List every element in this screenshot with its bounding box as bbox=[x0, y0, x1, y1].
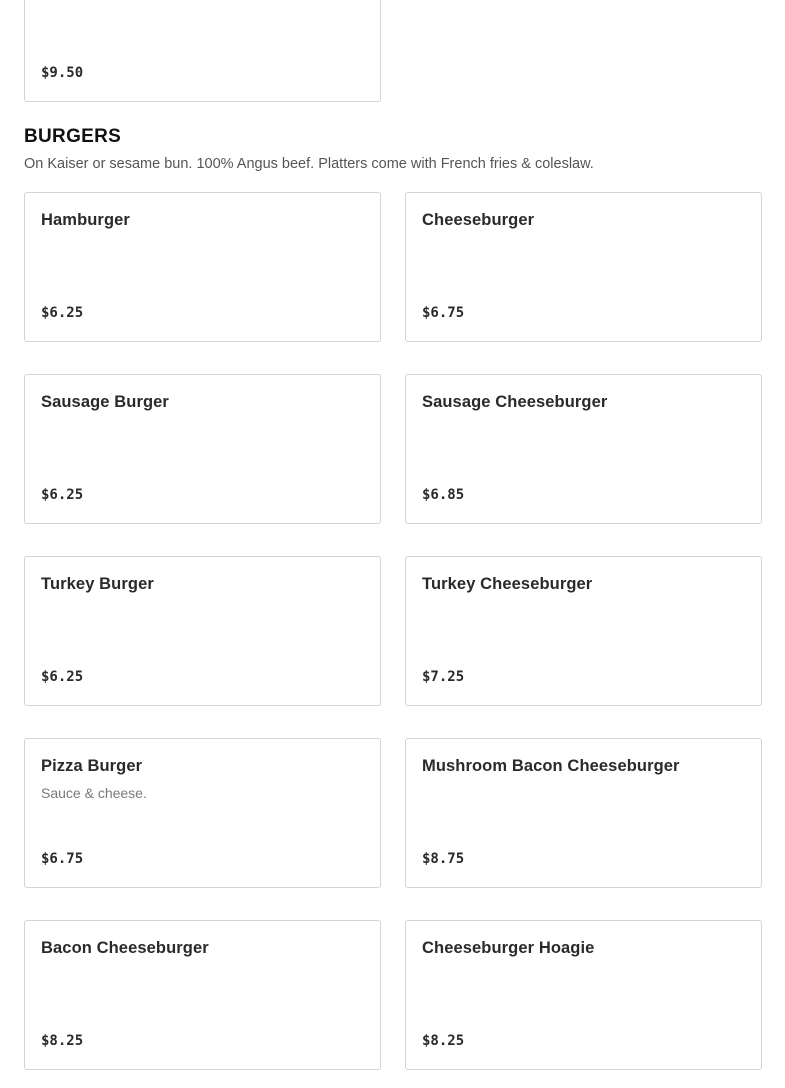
item-name: Pizza Burger bbox=[41, 757, 143, 775]
section-title: BURGERS bbox=[24, 126, 122, 147]
menu-item-card[interactable] bbox=[405, 556, 762, 706]
item-price: $6.75 bbox=[422, 305, 465, 321]
item-name: Cheeseburger bbox=[422, 211, 535, 229]
menu-item-card[interactable] bbox=[24, 374, 381, 524]
item-name: Cheeseburger Hoagie bbox=[422, 939, 595, 957]
menu-item-card[interactable] bbox=[24, 738, 381, 888]
item-name: Mushroom Bacon Cheeseburger bbox=[422, 757, 680, 775]
menu-item-card[interactable] bbox=[405, 738, 762, 888]
menu-item-card[interactable] bbox=[405, 374, 762, 524]
menu-item-card[interactable] bbox=[405, 192, 762, 342]
section-description: On Kaiser or sesame bun. 100% Angus beef. Platters come with French fries & coleslaw. bbox=[24, 156, 594, 172]
item-price: $8.25 bbox=[422, 1033, 465, 1049]
item-price: $6.75 bbox=[41, 851, 84, 867]
menu-item-card[interactable] bbox=[24, 192, 381, 342]
menu-item-card[interactable] bbox=[24, 920, 381, 1070]
item-price: $6.25 bbox=[41, 487, 84, 503]
menu-item-card[interactable] bbox=[405, 920, 762, 1070]
item-price: $7.25 bbox=[422, 669, 465, 685]
item-name: Turkey Cheeseburger bbox=[422, 575, 593, 593]
item-price: $8.25 bbox=[41, 1033, 84, 1049]
item-price: $8.75 bbox=[422, 851, 465, 867]
item-price: $6.25 bbox=[41, 305, 84, 321]
menu-item-card[interactable] bbox=[24, 0, 381, 102]
item-name: Turkey Burger bbox=[41, 575, 154, 593]
item-name: Sausage Burger bbox=[41, 393, 169, 411]
item-name: Bacon Cheeseburger bbox=[41, 939, 209, 957]
item-name: Hamburger bbox=[41, 211, 130, 229]
item-price: $6.25 bbox=[41, 669, 84, 685]
item-name: Sausage Cheeseburger bbox=[422, 393, 608, 411]
item-price: $9.50 bbox=[41, 65, 84, 81]
item-description: Sauce & cheese. bbox=[41, 785, 147, 801]
item-price: $6.85 bbox=[422, 487, 465, 503]
menu-item-card[interactable] bbox=[24, 556, 381, 706]
